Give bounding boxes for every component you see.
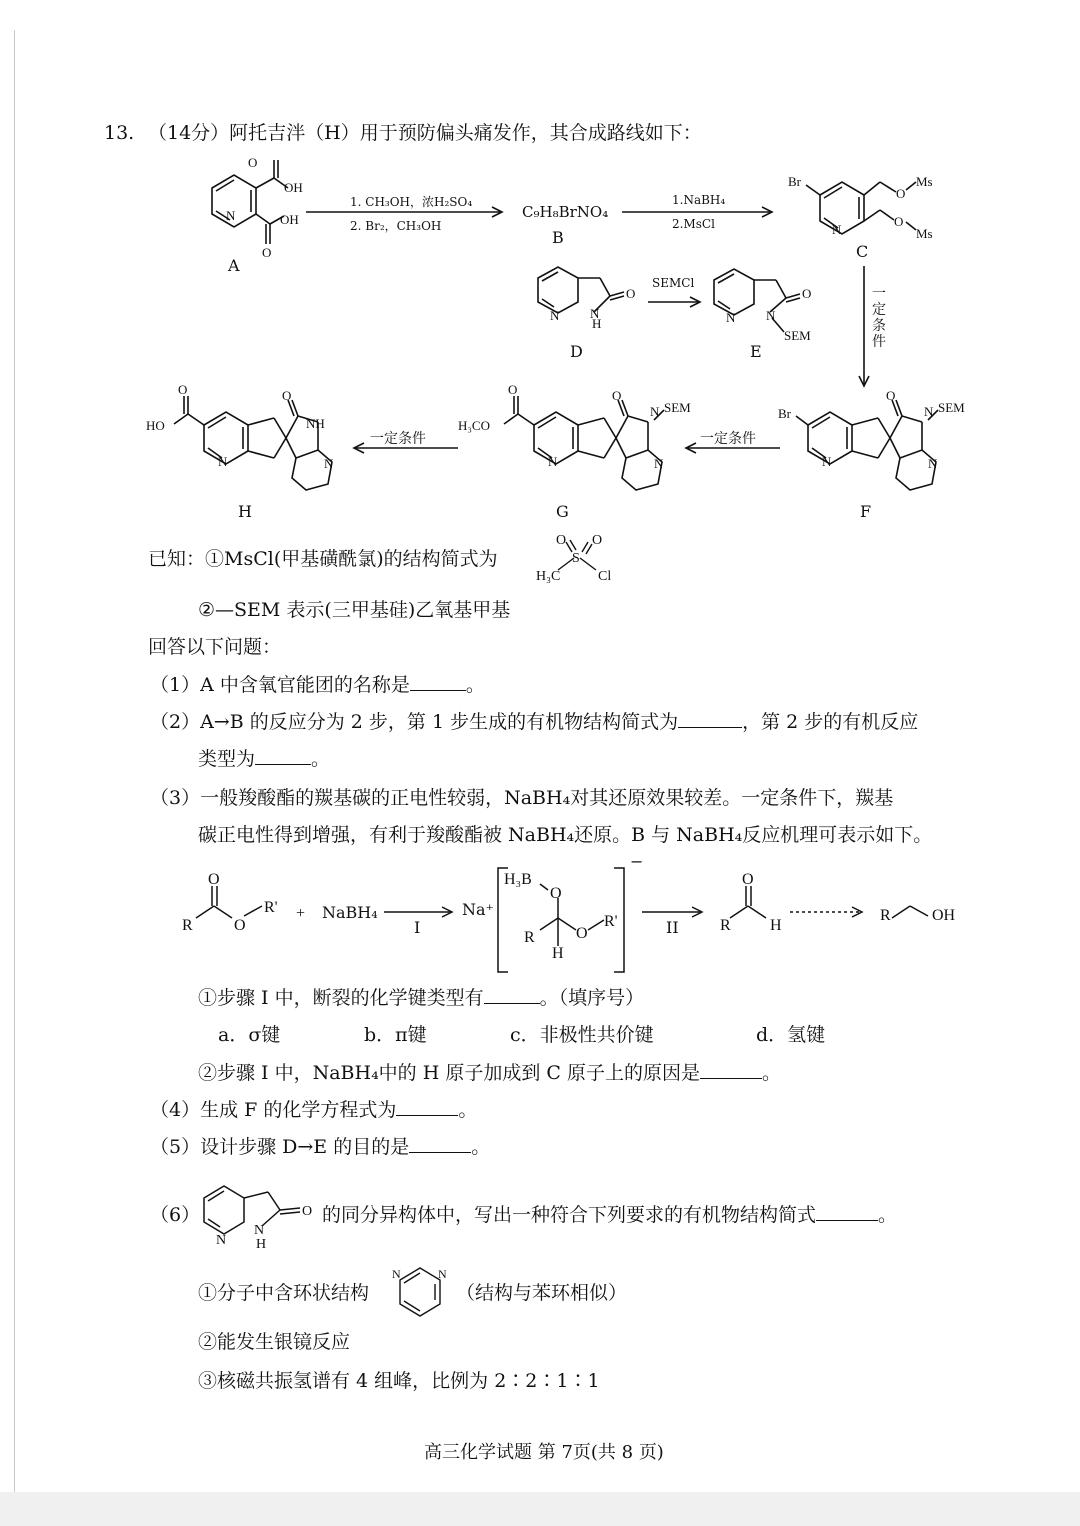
option-a: a．σ键 <box>218 1024 281 1046</box>
requirement-2: ②能发生银镜反应 <box>198 1331 351 1353</box>
svg-text:Ms: Ms <box>916 226 933 241</box>
svg-text:H: H <box>552 945 564 962</box>
svg-text:R: R <box>720 917 731 934</box>
svg-text:R: R <box>182 917 193 934</box>
svg-text:O: O <box>248 155 258 170</box>
reagent-step2-b: 2.MsCl <box>672 217 715 231</box>
structure-F <box>796 400 938 490</box>
svg-text:H₃B: H₃B <box>504 871 532 888</box>
svg-text:N: N <box>324 456 334 471</box>
option-c: c．非极性共价键 <box>510 1024 654 1046</box>
option-b: b．π键 <box>364 1024 427 1046</box>
question-6 <box>322 1202 897 1228</box>
svg-text:OH: OH <box>932 907 956 924</box>
svg-text:SEM: SEM <box>784 328 811 343</box>
svg-text:O: O <box>894 214 904 229</box>
svg-text:O: O <box>742 871 754 888</box>
question-2-text-b: ，第 2 步的有机反应 <box>742 711 919 733</box>
svg-text:O: O <box>550 885 562 902</box>
structure-D <box>538 267 624 313</box>
svg-text:H: H <box>256 1237 267 1250</box>
question-1 <box>150 672 485 698</box>
svg-text:NH: NH <box>306 416 325 431</box>
svg-text:O: O <box>896 186 906 201</box>
svg-text:H₃CO: H₃CO <box>458 418 490 433</box>
svg-text:N: N <box>590 306 600 321</box>
svg-text:N: N <box>766 308 776 323</box>
answer-blank-2b[interactable] <box>255 746 311 765</box>
svg-text:HO: HO <box>146 418 165 433</box>
reagent-semcl: SEMCl <box>652 276 695 290</box>
svg-text:R': R' <box>264 899 278 916</box>
svg-text:O: O <box>886 388 896 403</box>
question-1-end: 。 <box>465 674 485 696</box>
question-6-prefix: （6） <box>150 1204 201 1226</box>
svg-text:O: O <box>556 533 567 548</box>
svg-text:N: N <box>218 454 228 469</box>
question-6-end: 。 <box>878 1204 898 1226</box>
question-2-text: （2）A→B 的反应分为 2 步，第 1 步生成的有机物结构简式为 <box>150 711 679 733</box>
svg-text:Ms: Ms <box>916 174 933 189</box>
question-6-text: 的同分异构体中，写出一种符合下列要求的有机物结构简式 <box>322 1204 817 1226</box>
svg-text:O: O <box>612 388 622 403</box>
svg-text:N: N <box>650 404 660 419</box>
mechanism-nabh4: NaBH₄ <box>322 903 378 922</box>
label-A: A <box>228 256 240 275</box>
svg-text:O: O <box>508 382 518 397</box>
svg-text:H₃C: H₃C <box>536 569 561 584</box>
label-G: G <box>556 502 569 521</box>
svg-text:N: N <box>654 456 664 471</box>
question-2 <box>150 709 918 735</box>
svg-text:O: O <box>302 1204 313 1219</box>
question-3-sub2 <box>198 1060 781 1086</box>
question-4-end: 。 <box>458 1099 478 1121</box>
question-2-end: 。 <box>311 748 331 770</box>
label-B: B <box>552 228 564 247</box>
reagent-step1-b: 2. Br₂，CH₃OH <box>350 219 442 233</box>
question-2-text-c: 类型为 <box>198 748 256 770</box>
question-5-text: （5）设计步骤 D→E 的目的是 <box>150 1136 410 1158</box>
answer-blank-4[interactable] <box>396 1097 458 1116</box>
svg-text:N: N <box>550 308 560 323</box>
svg-text:O: O <box>178 382 188 397</box>
question-3-sub2-end: 。 <box>761 1062 781 1084</box>
svg-text:O: O <box>282 388 292 403</box>
question-3-line2: 碳正电性得到增强，有利于羧酸酯被 NaBH₄还原。B 与 NaBH₄反应机理可表示如下。 <box>198 824 933 846</box>
svg-text:S: S <box>572 551 580 566</box>
question-3-sub1-text: ①步骤 I 中，断裂的化学键类型有 <box>198 987 484 1009</box>
svg-text:H: H <box>770 917 782 934</box>
label-H: H <box>238 502 252 521</box>
requirement-1: ①分子中含环状结构 <box>198 1282 370 1304</box>
svg-text:Br: Br <box>788 174 801 189</box>
svg-text:O: O <box>208 871 220 888</box>
label-D: D <box>570 342 583 361</box>
svg-text:N: N <box>924 404 934 419</box>
question-3-line1: （3）一般羧酸酯的羰基碳的正电性较弱，NaBH₄对其还原效果较差。一定条件下，羰基 <box>150 787 894 809</box>
svg-text:N: N <box>548 454 558 469</box>
requirement-3: ③核磁共振氢谱有 4 组峰，比例为 2∶2∶1∶1 <box>198 1370 600 1392</box>
svg-text:O: O <box>626 286 636 301</box>
svg-text:N: N <box>254 1223 265 1238</box>
question-header: （14分）阿托吉泮（H）用于预防偏头痛发作，其合成路线如下： <box>148 122 702 144</box>
vertical-condition: 一定条件 <box>872 286 886 350</box>
svg-text:N: N <box>928 456 938 471</box>
svg-text:N: N <box>822 454 832 469</box>
svg-text:N: N <box>392 1267 401 1281</box>
answer-intro: 回答以下问题： <box>148 636 282 658</box>
svg-text:R': R' <box>604 913 618 930</box>
answer-blank-3a[interactable] <box>484 985 540 1004</box>
question-3-sub1-end: 。（填序号） <box>539 987 645 1009</box>
svg-text:+: + <box>296 905 306 922</box>
svg-text:Br: Br <box>778 406 791 421</box>
svg-text:R: R <box>524 929 535 946</box>
mechanism-step-I: I <box>414 918 421 937</box>
mechanism-sodium: Na⁺ <box>462 900 494 919</box>
svg-text:N: N <box>438 1267 447 1281</box>
formula-B: C₉H₈BrNO₄ <box>522 203 609 221</box>
page-footer: 高三化学试题 第 7页(共 8 页) <box>424 1442 664 1463</box>
mechanism-step-II: II <box>666 918 679 937</box>
question-5 <box>150 1134 490 1160</box>
svg-text:N: N <box>226 208 236 223</box>
structure-A <box>212 160 288 244</box>
question-3-sub2-text: ②步骤 I 中，NaBH₄中的 H 原子加成到 C 原子上的原因是 <box>198 1062 700 1084</box>
answer-blank-6[interactable] <box>816 1202 878 1221</box>
svg-text:SEM: SEM <box>938 400 965 415</box>
condition-G-to-H: 一定条件 <box>370 431 426 447</box>
question-2-line2 <box>198 746 330 772</box>
structure-H <box>174 396 332 490</box>
structure-G <box>504 396 664 490</box>
svg-text:R: R <box>880 907 891 924</box>
svg-text:N: N <box>216 1233 227 1248</box>
requirement-1-tail: （结构与苯环相似） <box>456 1282 628 1304</box>
answer-blank-3b[interactable] <box>700 1060 762 1079</box>
question-4 <box>150 1097 477 1123</box>
synthesis-scheme <box>0 0 1080 530</box>
pyrimidine-structure <box>388 1262 452 1322</box>
mechanism-charge: − <box>630 852 644 871</box>
known-line-2: ②—SEM 表示(三甲基硅)乙氧基甲基 <box>198 599 511 621</box>
svg-text:SEM: SEM <box>664 400 691 415</box>
question-number: 13. <box>104 122 135 144</box>
question-4-text: （4）生成 F 的化学方程式为 <box>150 1099 397 1121</box>
svg-text:Cl: Cl <box>598 569 612 584</box>
answer-blank-2a[interactable] <box>678 709 742 728</box>
question-3-sub1 <box>198 985 644 1011</box>
question-1-text: （1）A 中含氧官能团的名称是 <box>150 674 410 696</box>
svg-text:OH: OH <box>280 212 299 227</box>
question-5-end: 。 <box>471 1136 491 1158</box>
option-d: d．氢键 <box>756 1024 826 1046</box>
bottom-shade <box>0 1492 1080 1526</box>
reagent-step1-a: 1. CH₃OH，浓H₂SO₄ <box>350 195 473 209</box>
label-F: F <box>860 502 872 521</box>
svg-text:OH: OH <box>284 180 303 195</box>
svg-text:H: H <box>592 316 602 331</box>
answer-blank-5[interactable] <box>409 1134 471 1153</box>
reagent-step2-a: 1.NaBH₄ <box>672 193 726 207</box>
label-C: C <box>856 242 869 261</box>
svg-text:N: N <box>832 222 842 237</box>
mechanism-scheme <box>0 850 1080 980</box>
label-E: E <box>750 342 762 361</box>
svg-text:N: N <box>726 310 736 325</box>
svg-text:O: O <box>576 925 588 942</box>
known-line-1: 已知：①MsCl(甲基磺酰氯)的结构简式为 <box>148 548 498 570</box>
svg-text:O: O <box>802 286 812 301</box>
svg-text:O: O <box>262 245 272 260</box>
answer-blank-1[interactable] <box>410 672 466 691</box>
svg-text:O: O <box>234 917 246 934</box>
mscl-structure <box>534 530 634 586</box>
svg-text:O: O <box>592 533 603 548</box>
azaindolinone-structure <box>196 1170 326 1250</box>
condition-F-to-G: 一定条件 <box>700 431 756 447</box>
